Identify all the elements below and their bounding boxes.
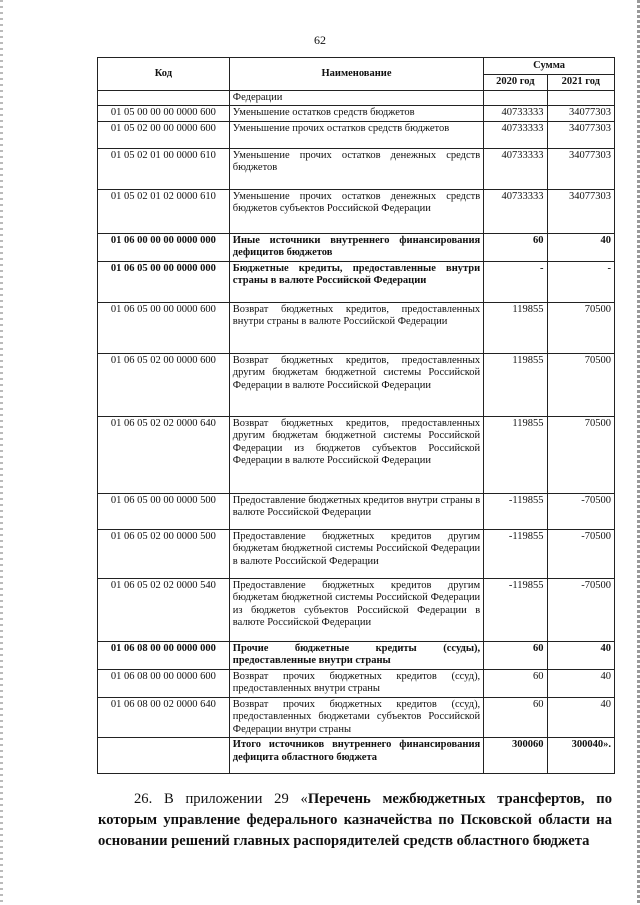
table-body	[98, 90, 615, 774]
row-name: Бюджетные кредиты, предоставленные внутри страны в валюте Российской Федерации	[229, 261, 483, 302]
row-code: 01 05 00 00 00 0000 600	[98, 106, 230, 122]
row-name: Предоставление бюджетных кредитов другим бюджетам бюджетной системы Российской Федерации из бюджетов субъектов Российской Федерации в валюте Российской Федерации	[229, 578, 483, 641]
row-code: 01 06 08 00 00 0000 600	[98, 669, 230, 697]
table-row	[98, 189, 615, 233]
row-value-2021: -70500	[547, 493, 614, 529]
table-row	[98, 302, 615, 353]
row-value-2021: 34077303	[547, 189, 614, 233]
paragraph-item-26	[98, 789, 612, 852]
row-value-2020: 119855	[484, 353, 547, 416]
table-row	[98, 233, 615, 261]
row-value-2020: 40733333	[484, 189, 547, 233]
table-row	[98, 578, 615, 641]
row-code: 01 06 05 00 00 0000 500	[98, 493, 230, 529]
row-name: Возврат прочих бюджетных кредитов (ссуд), предоставленных бюджетами субъектов Российской Федерации внутри страны	[229, 697, 483, 738]
row-name: Уменьшение остатков средств бюджетов	[229, 106, 483, 122]
table-row	[98, 641, 615, 669]
row-name: Возврат бюджетных кредитов, предоставленных другим бюджетам бюджетной системы Российской Федерации из бюджетов субъектов Российской Федерации в валюте Российской Федерации	[229, 416, 483, 493]
row-name: Прочие бюджетные кредиты (ссуды), предоставленные внутри страны	[229, 641, 483, 669]
row-name: Иные источники внутреннего финансирования дефицитов бюджетов	[229, 233, 483, 261]
page-number: 62	[314, 33, 326, 47]
table-row	[98, 106, 615, 122]
row-value-2021: 70500	[547, 416, 614, 493]
table-row	[98, 353, 615, 416]
row-name: Возврат бюджетных кредитов, предоставленных внутри страны в валюте Российской Федерации	[229, 302, 483, 353]
table-row	[98, 90, 615, 106]
row-code	[98, 738, 230, 774]
row-code: 01 06 00 00 00 0000 000	[98, 233, 230, 261]
paragraph-bold-text: Перечень межбюджетных трансфертов, по которым управление федерального казначейства по Псковской области на основании решений главных распорядителей средств областного бюджета	[98, 791, 612, 849]
row-code: 01 06 08 00 00 0000 000	[98, 641, 230, 669]
row-value-2020: -119855	[484, 529, 547, 578]
table-row	[98, 148, 615, 189]
row-value-2020: 40733333	[484, 148, 547, 189]
row-value-2020: 40733333	[484, 121, 547, 148]
row-value-2021: 70500	[547, 302, 614, 353]
row-code: 01 06 08 00 02 0000 640	[98, 697, 230, 738]
row-code: 01 06 05 02 02 0000 640	[98, 416, 230, 493]
row-value-2020: -	[484, 261, 547, 302]
row-value-2020: 60	[484, 697, 547, 738]
row-value-2020	[484, 90, 547, 106]
header-code: Код	[98, 58, 230, 91]
table-row	[98, 738, 615, 774]
row-value-2020: 60	[484, 669, 547, 697]
row-value-2020: 300060	[484, 738, 547, 774]
row-name: Предоставление бюджетных кредитов внутри страны в валюте Российской Федерации	[229, 493, 483, 529]
row-name: Возврат бюджетных кредитов, предоставленных другим бюджетам бюджетной системы Российской Федерации в валюте Российской Федерации	[229, 353, 483, 416]
row-name: Уменьшение прочих остатков денежных средств бюджетов	[229, 148, 483, 189]
row-name: Итого источников внутреннего финансирования дефицита областного бюджета	[229, 738, 483, 774]
row-value-2021: 40	[547, 641, 614, 669]
header-year-2020: 2020 год	[484, 75, 547, 91]
row-value-2021: 40	[547, 697, 614, 738]
row-name: Уменьшение прочих остатков денежных средств бюджетов субъектов Российской Федерации	[229, 189, 483, 233]
row-value-2021: 70500	[547, 353, 614, 416]
row-value-2020: 40733333	[484, 106, 547, 122]
row-name: Предоставление бюджетных кредитов другим бюджетам бюджетной системы Российской Федерации в валюте Российской Федерации	[229, 529, 483, 578]
table-row	[98, 261, 615, 302]
row-code: 01 06 05 02 00 0000 600	[98, 353, 230, 416]
row-name: Уменьшение прочих остатков средств бюджетов	[229, 121, 483, 148]
row-value-2021: 34077303	[547, 121, 614, 148]
row-value-2020: 119855	[484, 302, 547, 353]
row-value-2021	[547, 90, 614, 106]
header-sum: Сумма	[484, 58, 615, 75]
table-row	[98, 121, 615, 148]
row-code: 01 06 05 00 00 0000 000	[98, 261, 230, 302]
row-value-2021: 40	[547, 233, 614, 261]
header-name: Наименование	[229, 58, 483, 91]
paragraph-lead: 26. В приложении 29 «	[134, 791, 308, 807]
row-value-2021: -70500	[547, 578, 614, 641]
row-value-2020: 119855	[484, 416, 547, 493]
header-year-2021: 2021 год	[547, 75, 614, 91]
row-value-2021: 34077303	[547, 148, 614, 189]
row-value-2021: -	[547, 261, 614, 302]
row-code: 01 06 05 02 02 0000 540	[98, 578, 230, 641]
row-name: Федерации	[229, 90, 483, 106]
row-code	[98, 90, 230, 106]
row-value-2021: 300040».	[547, 738, 614, 774]
row-value-2020: 60	[484, 233, 547, 261]
row-code: 01 06 05 00 00 0000 600	[98, 302, 230, 353]
row-code: 01 06 05 02 00 0000 500	[98, 529, 230, 578]
table-row	[98, 669, 615, 697]
row-code: 01 05 02 01 00 0000 610	[98, 148, 230, 189]
table-row	[98, 529, 615, 578]
table-row	[98, 416, 615, 493]
sources-table	[97, 57, 615, 774]
row-value-2021: 34077303	[547, 106, 614, 122]
scan-edge-left	[0, 0, 3, 905]
table-row	[98, 493, 615, 529]
row-name: Возврат прочих бюджетных кредитов (ссуд), предоставленных внутри страны	[229, 669, 483, 697]
row-code: 01 05 02 00 00 0000 600	[98, 121, 230, 148]
table-row	[98, 697, 615, 738]
row-value-2021: -70500	[547, 529, 614, 578]
row-value-2021: 40	[547, 669, 614, 697]
row-value-2020: 60	[484, 641, 547, 669]
row-value-2020: -119855	[484, 578, 547, 641]
row-code: 01 05 02 01 02 0000 610	[98, 189, 230, 233]
row-value-2020: -119855	[484, 493, 547, 529]
